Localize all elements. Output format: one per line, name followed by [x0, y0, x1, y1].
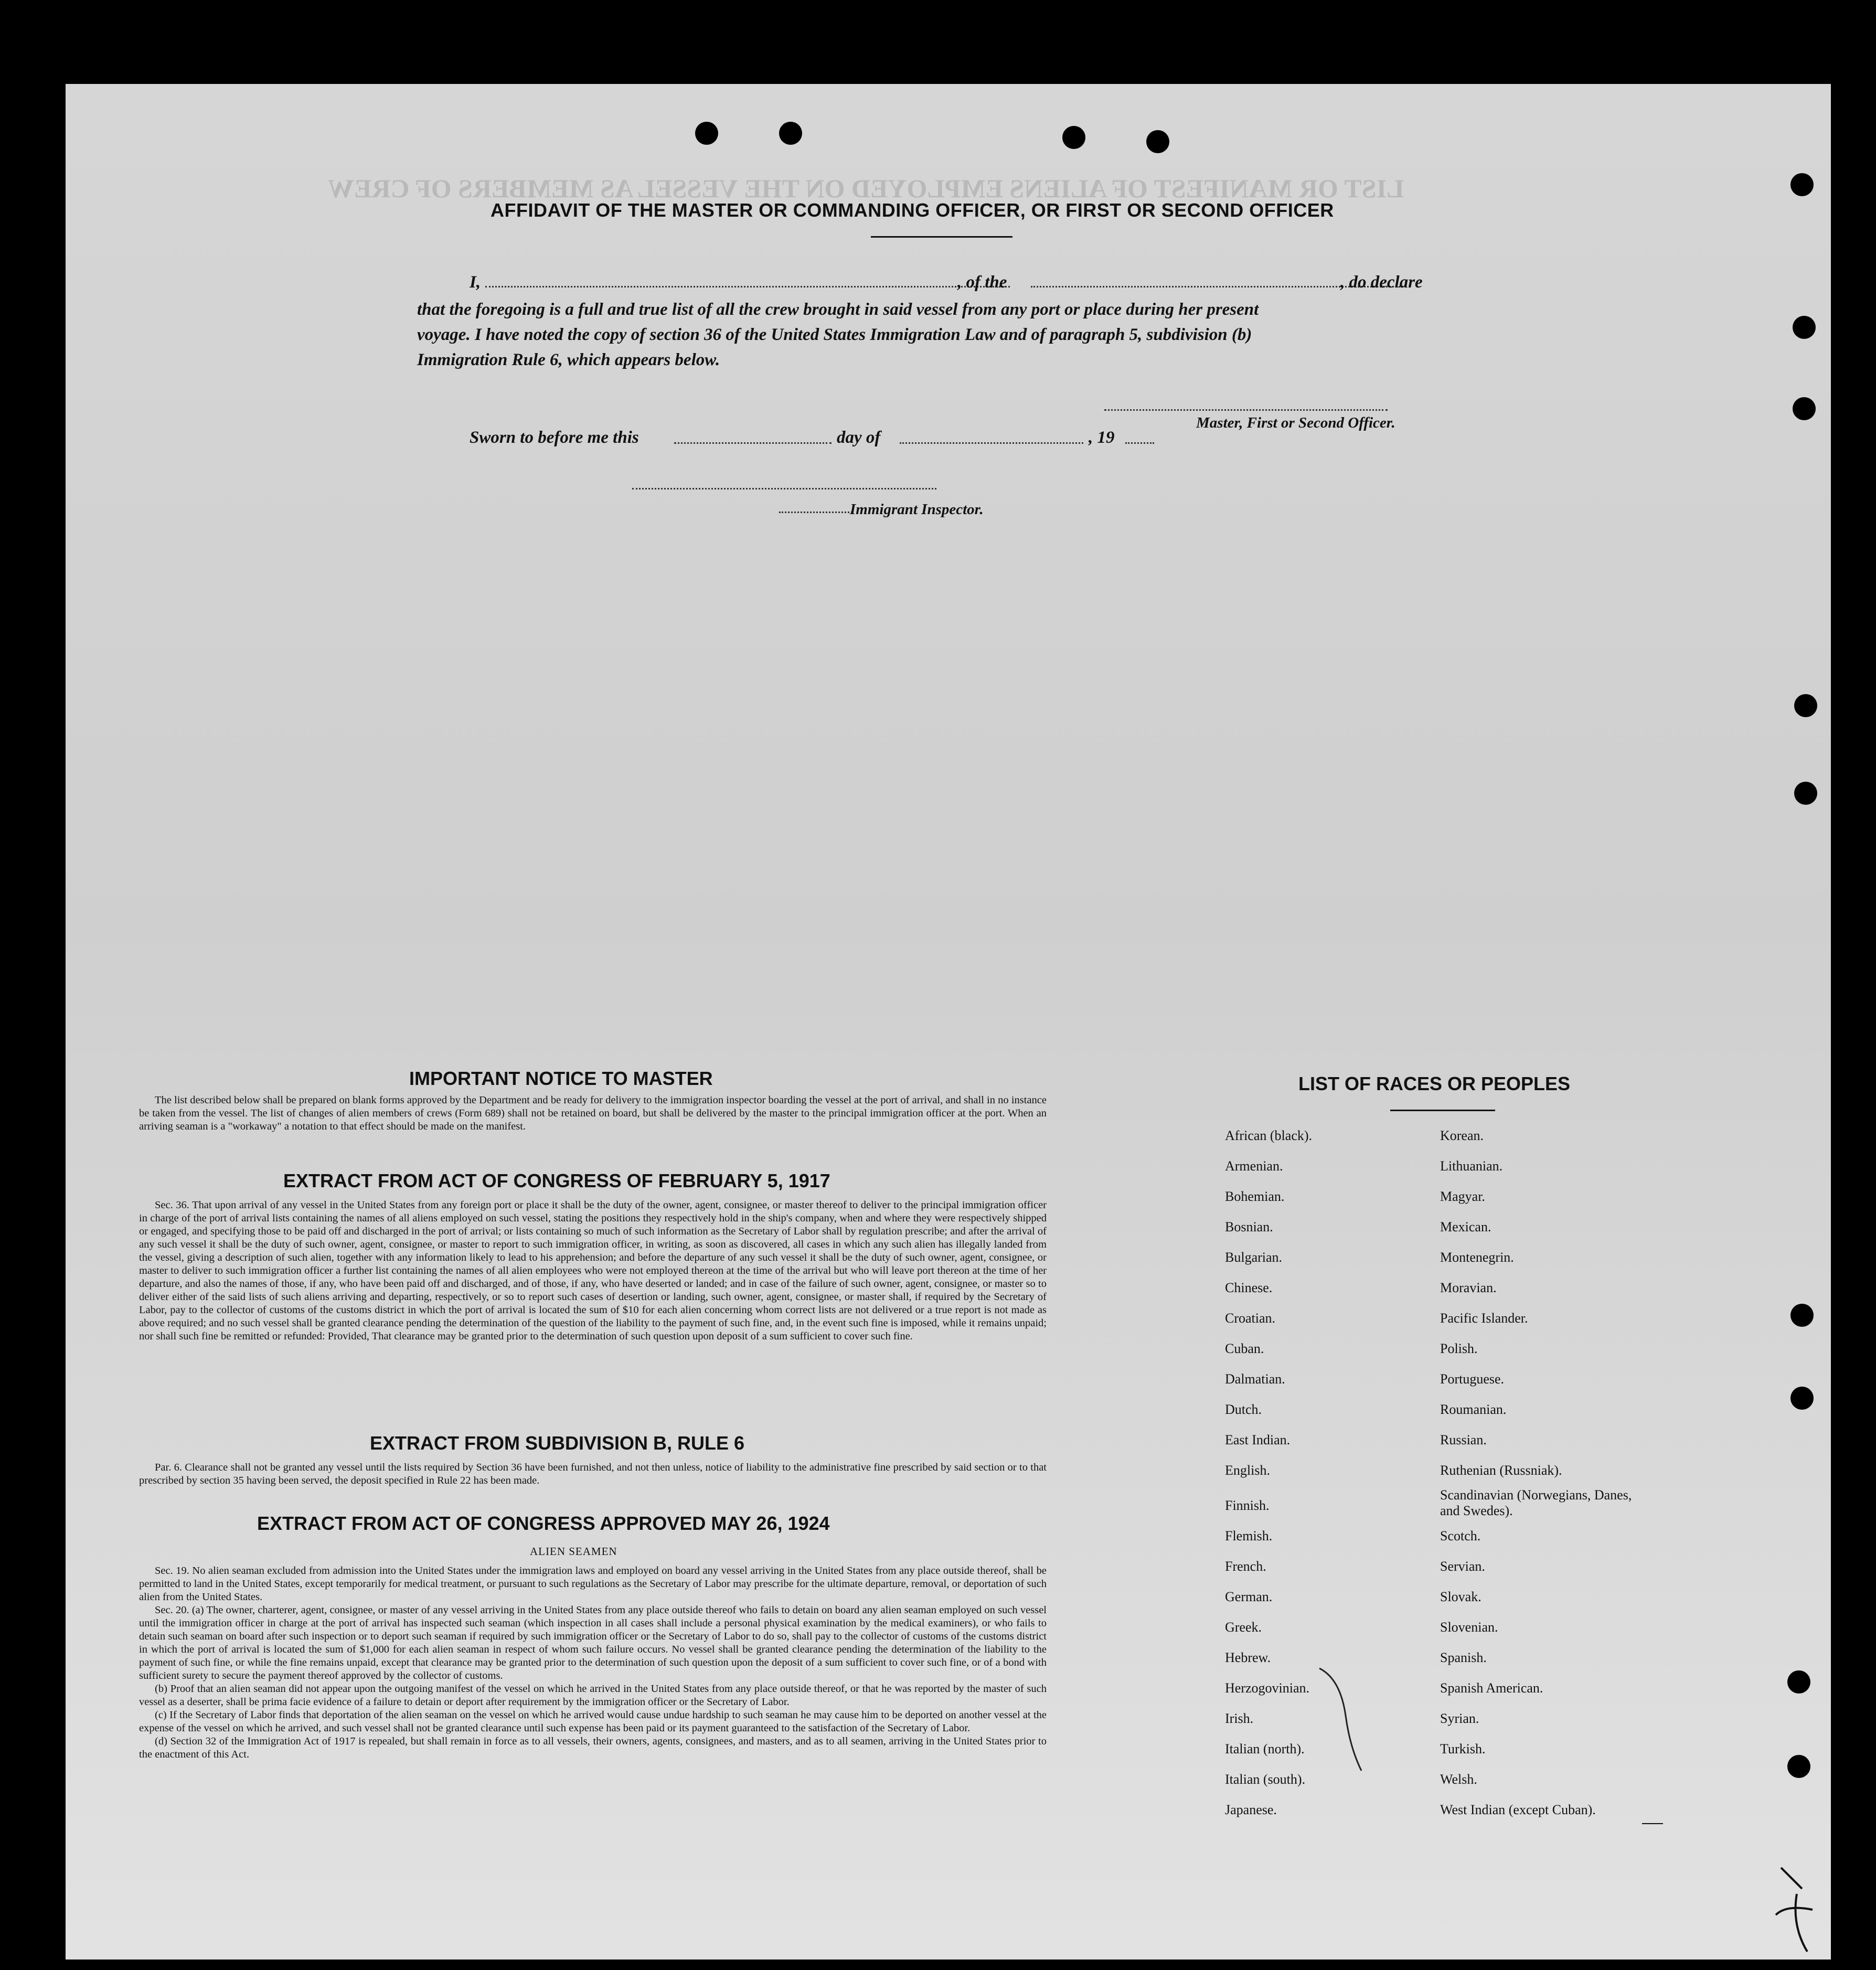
extract-1917-title: EXTRACT FROM ACT OF CONGRESS OF FEBRUARY 5, 1917 [283, 1170, 830, 1191]
race-item: Slovak. [1440, 1589, 1481, 1604]
race-item: Montenegrin. [1440, 1250, 1514, 1265]
section-19-paragraph: Sec. 19. No alien seaman excluded from admission into the United States under the immigration laws and employed on board any vessel arriving in the United States from any place outside thereof, shall be permitted to land in the United States, except temporarily for medical treatment, or pursuant to such regulations as the Secretary of Labor may prescribe for the ultimate departure, removal, or deportation of such alien from the United States. [139, 1565, 1047, 1603]
race-item: East Indian. [1225, 1432, 1291, 1447]
punch-hole [1793, 316, 1816, 339]
punch-hole [1790, 173, 1814, 196]
paragraph-6: Par. 6. Clearance shall not be granted any vessel until the lists required by Section 36 have been furnished, and not then unless, notice of liability to the administrative fine prescribed by said section or to that prescribed by section 35 having been served, the deposit specified in Rule 22 has been made. [139, 1462, 1047, 1486]
race-item: Russian. [1440, 1432, 1487, 1447]
notice-text [139, 1094, 1047, 1133]
sworn-label: Sworn to before me this [470, 428, 639, 447]
race-item: West Indian (except Cuban). [1440, 1802, 1596, 1817]
race-item: African (black). [1225, 1128, 1313, 1143]
punch-hole [1787, 1670, 1810, 1694]
master-signature-label: Master, First or Second Officer. [1196, 414, 1395, 431]
punch-hole [1062, 126, 1085, 149]
races-title-rule [1390, 1110, 1495, 1111]
race-item: Magyar. [1440, 1189, 1485, 1204]
year-label: , 19 [1089, 428, 1115, 447]
race-item: Flemish. [1225, 1528, 1273, 1543]
section-36-paragraph: Sec. 36. That upon arrival of any vessel in the United States from any foreign port or place it shall be the duty of the owner, agent, consignee, or master thereof to deliver to the principal immigration officer in charge of the port of arrival lists containing the names of all aliens employed on such vessel, stating the positions they respectively hold in the ship's company, when and where they were respectively shipped or engaged, and specifying those to be paid off and discharged in the port of arrival; or lists containing so much of such information as the Secretary of Labor shall by regulation prescribe; and after the arrival of any such vessel it shall be the duty of such owner, agent, consignee, or master to report to such immigration officer, in writing, as soon as discovered, all cases in which any such alien has illegally landed from the vessel, giving a description of such alien, together with any information likely to lead to his apprehension; and before the departure of any such vessel it shall be the duty of such owner, agent, consignee, or master to deliver to such immigration officer a further list containing the names of all alien employees who were not employed thereon at the time of the arrival but who will leave port thereon at the time of her departure, and also the names of those, if any, who have been paid off and discharged, and of those, if any, who have deserted or landed; and in case of the failure of such owner, agent, consignee, or master so to deliver either of the said lists of such aliens arriving and departing, respectively, or so to report such cases of desertion or landing, such owner, agent, consignee, or master shall, if required by the Secretary of Labor, pay to the collector of customs of the customs district in which the port of arrival is located the sum of $10 for each alien concerning whom correct lists are not delivered or a true report is not made as above required; and no such vessel shall be granted clearance pending the determination of the question of the liability to the payment of such fine, and, in the event such fine is imposed, while it remains unpaid; nor shall such fine be remitted or refunded: Provided, That clearance may be granted prior to the determination of such question upon deposit of a sum sufficient to cover such fine. [139, 1199, 1047, 1342]
race-item: Portuguese. [1440, 1371, 1505, 1387]
extract-1924-title: EXTRACT FROM ACT OF CONGRESS APPROVED MAY 26, 1924 [257, 1513, 830, 1534]
race-item: Dutch. [1225, 1402, 1262, 1417]
extract-1924-text [139, 1564, 1047, 1761]
section-20c-paragraph: (c) If the Secretary of Labor finds that deportation of the alien seaman on the vessel on which he arrived would cause undue hardship to such seaman he may cause him to be deported on another vessel at the expense of the vessel on which he arrived, and such vessel shall not be granted clearance until such expense has been paid or its payment guaranteed to the satisfaction of the Secretary of Labor. [139, 1709, 1047, 1734]
affidavit-title: AFFIDAVIT OF THE MASTER OR COMMANDING OFFICER, OR FIRST OR SECOND OFFICER [491, 199, 1334, 221]
race-item: Bohemian. [1225, 1189, 1285, 1204]
declarant-name-field[interactable] [485, 286, 1010, 287]
punch-hole [1794, 694, 1817, 717]
extract-rule6-text [139, 1461, 1047, 1487]
inspector-label: Immigrant Inspector. [850, 501, 984, 518]
race-item: Syrian. [1440, 1711, 1479, 1726]
race-item: Armenian. [1225, 1158, 1283, 1174]
punch-hole [1146, 130, 1169, 153]
day-of-label: day of [837, 428, 881, 447]
race-item: Servian. [1440, 1559, 1485, 1574]
race-item: Mexican. [1440, 1219, 1491, 1234]
race-item: Dalmatian. [1225, 1371, 1285, 1387]
races-list-left [1220, 1128, 1430, 1915]
affidavit-of-the: , of the [957, 273, 1007, 292]
race-item: Moravian. [1440, 1280, 1497, 1295]
race-item: Polish. [1440, 1341, 1478, 1356]
bleed-through-text: LIST OR MANIFEST OF ALIENS EMPLOYED ON THE VESSEL AS MEMBERS OF CREW [328, 174, 1404, 203]
race-item: Welsh. [1440, 1772, 1477, 1787]
race-item: Korean. [1440, 1128, 1484, 1143]
inspector-signature-lead [779, 512, 852, 513]
affidavit-title-rule [871, 236, 1012, 238]
punch-hole [1790, 1387, 1814, 1410]
race-item: French. [1225, 1559, 1266, 1574]
race-item: Lithuanian. [1440, 1158, 1503, 1174]
race-item: Cuban. [1225, 1341, 1264, 1356]
race-item: Hebrew. [1225, 1650, 1271, 1665]
race-item: Turkish. [1440, 1741, 1486, 1756]
race-item: Spanish. [1440, 1650, 1487, 1665]
race-item: German. [1225, 1589, 1273, 1604]
alien-seamen-subtitle: ALIEN SEAMEN [530, 1545, 617, 1558]
race-item: Spanish American. [1440, 1680, 1543, 1696]
race-item: Pacific Islander. [1440, 1311, 1528, 1326]
race-item: Scotch. [1440, 1528, 1481, 1543]
affidavit-do-declare: , do declare [1340, 273, 1423, 292]
race-item: Croatian. [1225, 1311, 1276, 1326]
sworn-year-field[interactable] [1125, 442, 1154, 444]
race-item: Irish. [1225, 1711, 1254, 1726]
race-item: Bulgarian. [1225, 1250, 1283, 1265]
affidavit-i: I, [470, 273, 481, 292]
race-item: Bosnian. [1225, 1219, 1273, 1234]
race-item: Slovenian. [1440, 1620, 1498, 1635]
pencil-mark [1309, 1658, 1382, 1779]
section-20d-paragraph: (d) Section 32 of the Immigration Act of 1917 is repealed, but shall remain in force as to all vessels, their owners, agents, consignees, and masters, and as to all seamen, arriving in the United States prior to the enactment of this Act. [139, 1735, 1047, 1760]
punch-hole [779, 122, 802, 145]
race-item: Roumanian. [1440, 1402, 1507, 1417]
race-item: Ruthenian (Russniak). [1440, 1463, 1562, 1478]
document-page [66, 84, 1831, 1960]
race-item: Italian (north). [1225, 1741, 1305, 1756]
notice-paragraph: The list described below shall be prepared on blank forms approved by the Department and be ready for delivery to the immigration inspector boarding the vessel at the port of arrival, and shall in no instance be taken from the vessel. The list of changes of alien members of crews (Form 689) shall not be retained on board, but shall be delivered by the master to the principal immigration officer at the port. When an arriving seaman is a "workaway" a notation to that effect should be made on the manifest. [139, 1094, 1047, 1132]
races-list-right [1440, 1128, 1713, 1915]
affidavit-line-4: Immigration Rule 6, which appears below. [417, 350, 720, 369]
extract-rule6-title: EXTRACT FROM SUBDIVISION B, RULE 6 [370, 1432, 745, 1454]
extract-1917-text [139, 1199, 1047, 1343]
punch-hole [1793, 397, 1816, 420]
race-item: Scandinavian (Norwegians, Danes, and Swedes). [1440, 1487, 1632, 1518]
punch-hole [695, 122, 718, 145]
punch-hole [1794, 782, 1817, 805]
punch-hole [1790, 1304, 1814, 1327]
race-item: Chinese. [1225, 1280, 1273, 1295]
inspector-signature-field[interactable] [632, 488, 936, 489]
race-item: Finnish. [1225, 1498, 1270, 1513]
sworn-day-field[interactable] [674, 442, 832, 444]
punch-hole [1787, 1755, 1810, 1778]
section-20b-paragraph: (b) Proof that an alien seaman did not appear upon the outgoing manifest of the vessel on which he arrived in the United States from any place outside thereof, or that he was reported by the master of such vessel as a deserter, shall be prima facie evidence of a failure to detain or deport after requirement by the immigration officer or the Secretary of Labor. [139, 1683, 1047, 1708]
race-item: English. [1225, 1463, 1270, 1478]
race-item: Japanese. [1225, 1802, 1277, 1817]
notice-title: IMPORTANT NOTICE TO MASTER [409, 1068, 713, 1089]
race-item: Greek. [1225, 1620, 1262, 1635]
race-item: Herzogovinian. [1225, 1680, 1310, 1696]
master-signature-field[interactable] [1104, 409, 1388, 411]
races-end-mark [1642, 1823, 1663, 1824]
affidavit-line-3: voyage. I have noted the copy of section 36 of the United States Immigration Law and of paragraph 5, subdivision (b) [417, 325, 1252, 344]
races-title: LIST OF RACES OR PEOPLES [1298, 1073, 1571, 1094]
section-20a-paragraph: Sec. 20. (a) The owner, charterer, agent, consignee, or master of any vessel arriving in the United States from any place outside thereof who fails to detain on board any alien seaman employed on such vessel until the immigration officer in charge at the port of arrival has inspected such seaman (which inspection in all cases shall include a personal physical examination by the medical examiners), or who fails to detain such seaman on board after such inspection or to deport such seaman if required by such immigration officer or the Secretary of Labor to do so, shall pay to the collector of customs of the customs district in which the port of arrival is located the sum of $1,000 for each alien seaman in respect of whom such failure occurs. No vessel shall be granted clearance pending the determination of the liability to the payment of such fine, or while the fine remains unpaid, except that clearance may be granted prior to the determination of such question upon the deposit of a sum sufficient to cover such fine, or of a bond with sufficient surety to secure the payment thereof approved by the collector of customs. [139, 1604, 1047, 1681]
affidavit-line-2: that the foregoing is a full and true list of all the crew brought in said vessel from any port or place during her present [417, 300, 1259, 319]
corner-handwriting [1765, 1857, 1828, 1957]
sworn-month-field[interactable] [900, 442, 1083, 444]
race-item: Italian (south). [1225, 1772, 1306, 1787]
